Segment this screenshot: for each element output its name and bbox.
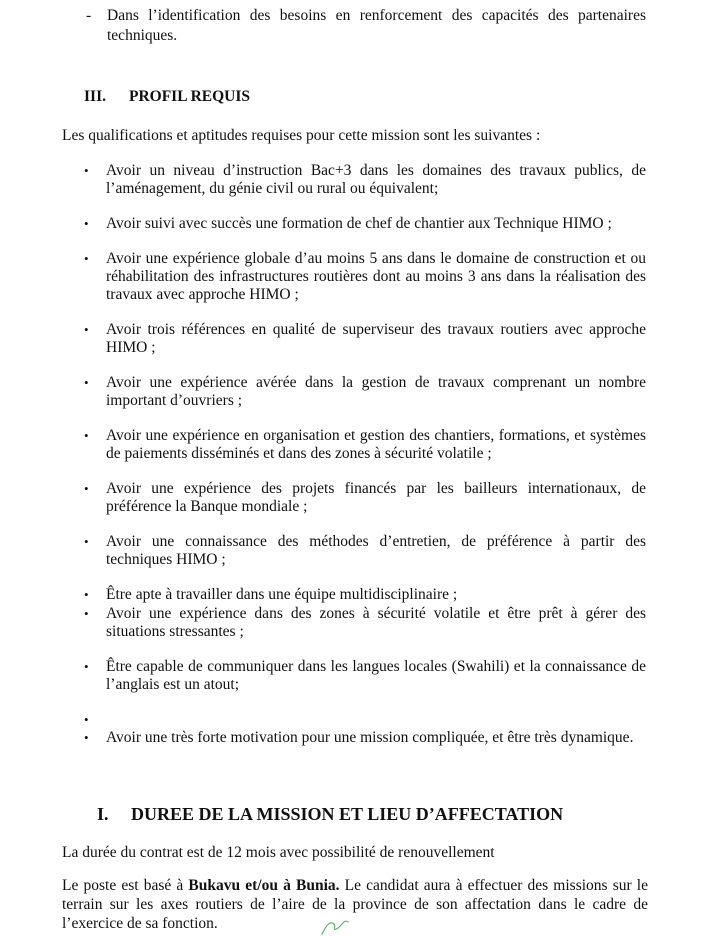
bullet-icon: • <box>84 587 89 602</box>
requirement-text: Avoir une expérience en organisation et gestion des chantiers, formations, et systèmes de paiements disséminés et dans des zones à sécurité volatile ; <box>106 427 646 462</box>
requirement-text <box>106 711 110 728</box>
requirement-item <box>84 427 646 463</box>
requirement-text: Avoir une expérience avérée dans la gestion de travaux comprenant un nombre important d’ouvriers ; <box>106 374 646 409</box>
location-prefix: Le poste est basé à <box>62 877 189 894</box>
requirements-list <box>84 162 646 764</box>
requirement-text: Être capable de communiquer dans les langues locales (Swahili) et la connaissance de l’anglais est un atout; <box>106 658 646 693</box>
bullet-icon: • <box>84 216 89 231</box>
bullet-icon: • <box>84 534 89 549</box>
bullet-icon: • <box>84 712 89 727</box>
section-number: I. <box>97 804 109 824</box>
requirement-item <box>84 215 646 233</box>
dash-list-item <box>86 6 646 46</box>
bullet-icon: • <box>84 163 89 178</box>
requirement-text: Avoir un niveau d’instruction Bac+3 dans les domaines des travaux publics, de l’aménagement, du génie civil ou rural ou équivalent; <box>106 162 646 197</box>
bullet-icon: • <box>84 606 89 621</box>
signature-mark-icon <box>318 916 358 936</box>
requirement-text: Avoir une connaissance des méthodes d’entretien, de préférence à partir des techniques HIMO ; <box>106 533 646 568</box>
bullet-icon: • <box>84 481 89 496</box>
bullet-icon: • <box>84 251 89 266</box>
section-heading-profile <box>84 87 250 107</box>
requirement-text: Avoir trois références en qualité de superviseur des travaux routiers avec approche HIMO ; <box>106 321 646 356</box>
requirement-item <box>84 586 646 604</box>
location-place: Bukavu et/ou à Bunia. <box>188 877 340 894</box>
requirement-text: Avoir suivi avec succès une formation de chef de chantier aux Technique HIMO ; <box>106 215 612 232</box>
requirement-item <box>84 658 646 694</box>
intro-paragraph: Les qualifications et aptitudes requises pour cette mission sont les suivantes : <box>62 127 541 144</box>
section-title: PROFIL REQUIS <box>129 88 251 105</box>
requirement-item <box>84 480 646 516</box>
bullet-icon: • <box>84 322 89 337</box>
requirement-item-empty <box>84 711 646 729</box>
requirement-item <box>84 729 646 747</box>
requirement-text: Avoir une expérience des projets financés par les bailleurs internationaux, de préférence la Banque mondiale ; <box>106 480 646 515</box>
requirement-item <box>84 250 646 304</box>
requirement-text: Avoir une expérience dans des zones à sécurité volatile et être prêt à gérer des situations stressantes ; <box>106 605 646 640</box>
bullet-icon: • <box>84 428 89 443</box>
requirement-item <box>84 321 646 357</box>
location-suffix: Le candidat aura à effectuer des missions sur le terrain sur les axes routiers de l’aire de la province de son affectation dans le cadre de l’exercice de sa fonction. <box>62 877 648 932</box>
requirement-item <box>84 162 646 198</box>
dash-marker: - <box>86 7 92 24</box>
duration-paragraph: La durée du contrat est de 12 mois avec possibilité de renouvellement <box>62 844 495 861</box>
requirement-text: Avoir une très forte motivation pour une mission compliquée, et être très dynamique. <box>106 729 634 746</box>
section-heading-duration <box>97 803 563 825</box>
requirement-item <box>84 605 646 641</box>
requirement-item <box>84 374 646 410</box>
requirement-item <box>84 533 646 569</box>
requirement-text: Avoir une expérience globale d’au moins 5 ans dans le domaine de construction et ou réhabilitation des infrastructures routières dont au moins 3 ans dans la réalisation des travaux avec approche HIMO ; <box>106 250 646 303</box>
bullet-icon: • <box>84 375 89 390</box>
bullet-icon: • <box>84 730 89 745</box>
section-number: III. <box>84 88 106 105</box>
bullet-icon: • <box>84 659 89 674</box>
dash-item-text: Dans l’identification des besoins en renforcement des capacités des partenaires techniques. <box>107 7 646 44</box>
section-title: DUREE DE LA MISSION ET LIEU D’AFFECTATION <box>131 804 564 824</box>
requirement-text: Être apte à travailler dans une équipe multidisciplinaire ; <box>106 586 458 603</box>
